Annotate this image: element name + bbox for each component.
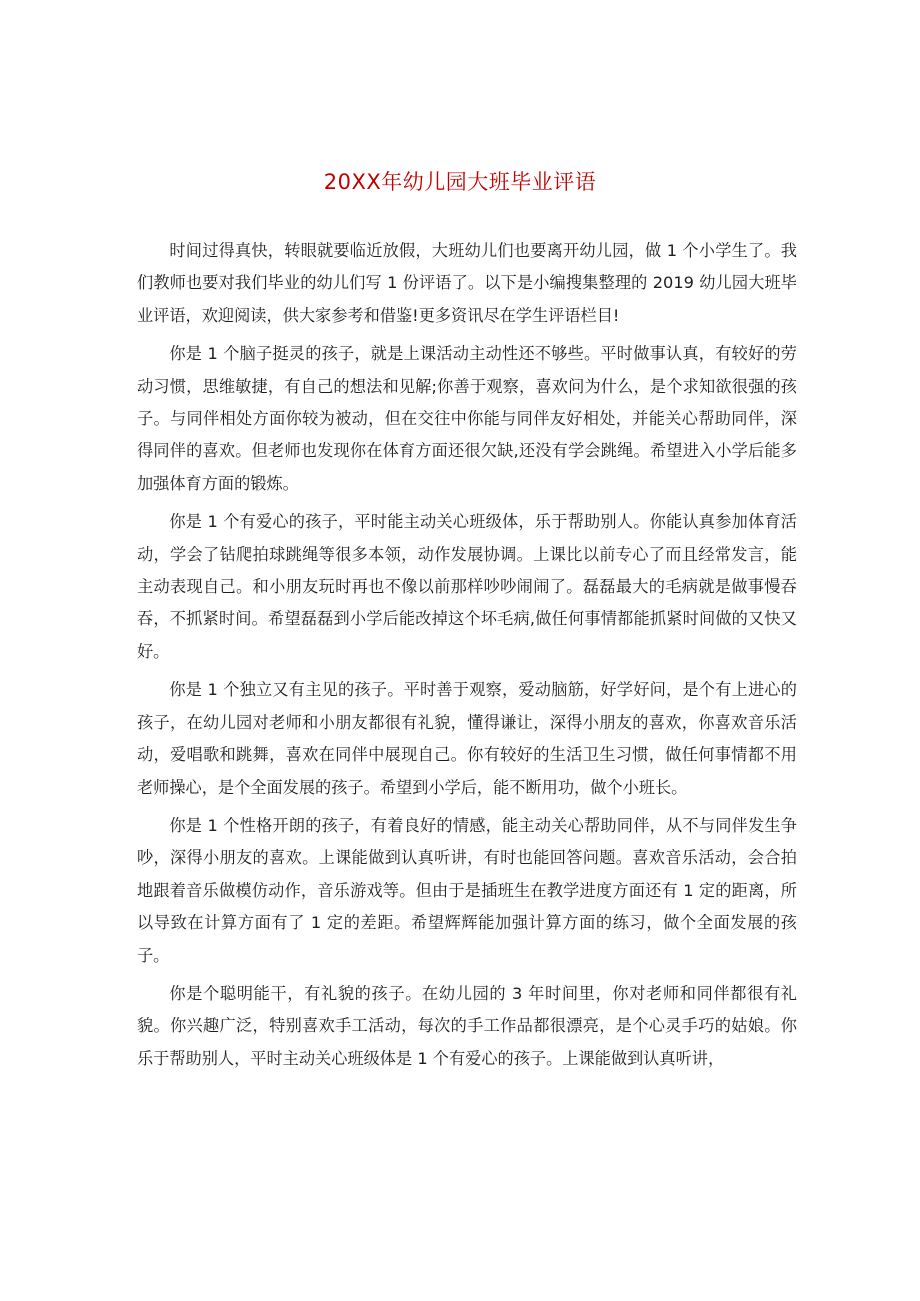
- comment-paragraph: 你是 1 个独立又有主见的孩子。平时善于观察，爱动脑筋，好学好问，是个有上进心的孩子，在幼儿园对老师和小朋友都很有礼貌，懂得谦让，深得小朋友的喜欢，你喜欢音乐活动，爱唱歌和跳舞，喜欢在同伴中展现自己。你有较好的生活卫生习惯，做任何事情都不用老师操心，是个全面发展的孩子。希望到小学后，能不断用功，做个小班长。: [137, 680, 797, 797]
- comment-paragraph: 你是 1 个有爱心的孩子，平时能主动关心班级体，乐于帮助别人。你能认真参加体育活动，学会了钻爬拍球跳绳等很多本领，动作发展协调。上课比以前专心了而且经常发言，能主动表现自己。和小朋友玩时再也不像以前那样吵吵闹闹了。磊磊最大的毛病就是做事慢吞吞，不抓紧时间。希望磊磊到小学后能改掉这个坏毛病,做任何事情都能抓紧时间做的又快又好。: [137, 512, 797, 661]
- comment-paragraph: 你是 1 个脑子挺灵的孩子，就是上课活动主动性还不够些。平时做事认真，有较好的劳动习惯，思维敏捷，有自己的想法和见解;你善于观察，喜欢问为什么，是个求知欲很强的孩子。与同伴相处方面你较为被动，但在交往中你能与同伴友好相处，并能关心帮助同伴，深得同伴的喜欢。但老师也发现你在体育方面还很欠缺,还没有学会跳绳。希望进入小学后能多加强体育方面的锻炼。: [137, 344, 797, 493]
- intro-paragraph: 时间过得真快，转眼就要临近放假，大班幼儿们也要离开幼儿园，做 1 个小学生了。我们教师也要对我们毕业的幼儿们写 1 份评语了。以下是小编搜集整理的 2019 幼儿园大班毕业评语，欢迎阅读，供大家参考和借鉴!更多资讯尽在学生评语栏目!: [137, 241, 797, 325]
- document-title: 20XX年幼儿园大班毕业评语: [323, 170, 597, 194]
- document-body: [137, 235, 797, 1081]
- comment-paragraph: 你是 1 个性格开朗的孩子，有着良好的情感，能主动关心帮助同伴，从不与同伴发生争吵，深得小朋友的喜欢。上课能做到认真听讲，有时也能回答问题。喜欢音乐活动，会合拍地跟着音乐做模仿动作，音乐游戏等。但由于是插班生在教学进度方面还有 1 定的距离，所以导致在计算方面有了 1 定的差距。希望辉辉能加强计算方面的练习，做个全面发展的孩子。: [137, 815, 797, 965]
- comment-paragraph: 你是个聪明能干，有礼貌的孩子。在幼儿园的 3 年时间里，你对老师和同伴都很有礼貌。你兴趣广泛，特别喜欢手工活动，每次的手工作品都很漂亮，是个心灵手巧的姑娘。你乐于帮助别人，平时主动关心班级体是 1 个有爱心的孩子。上课能做到认真听讲，: [137, 983, 797, 1068]
